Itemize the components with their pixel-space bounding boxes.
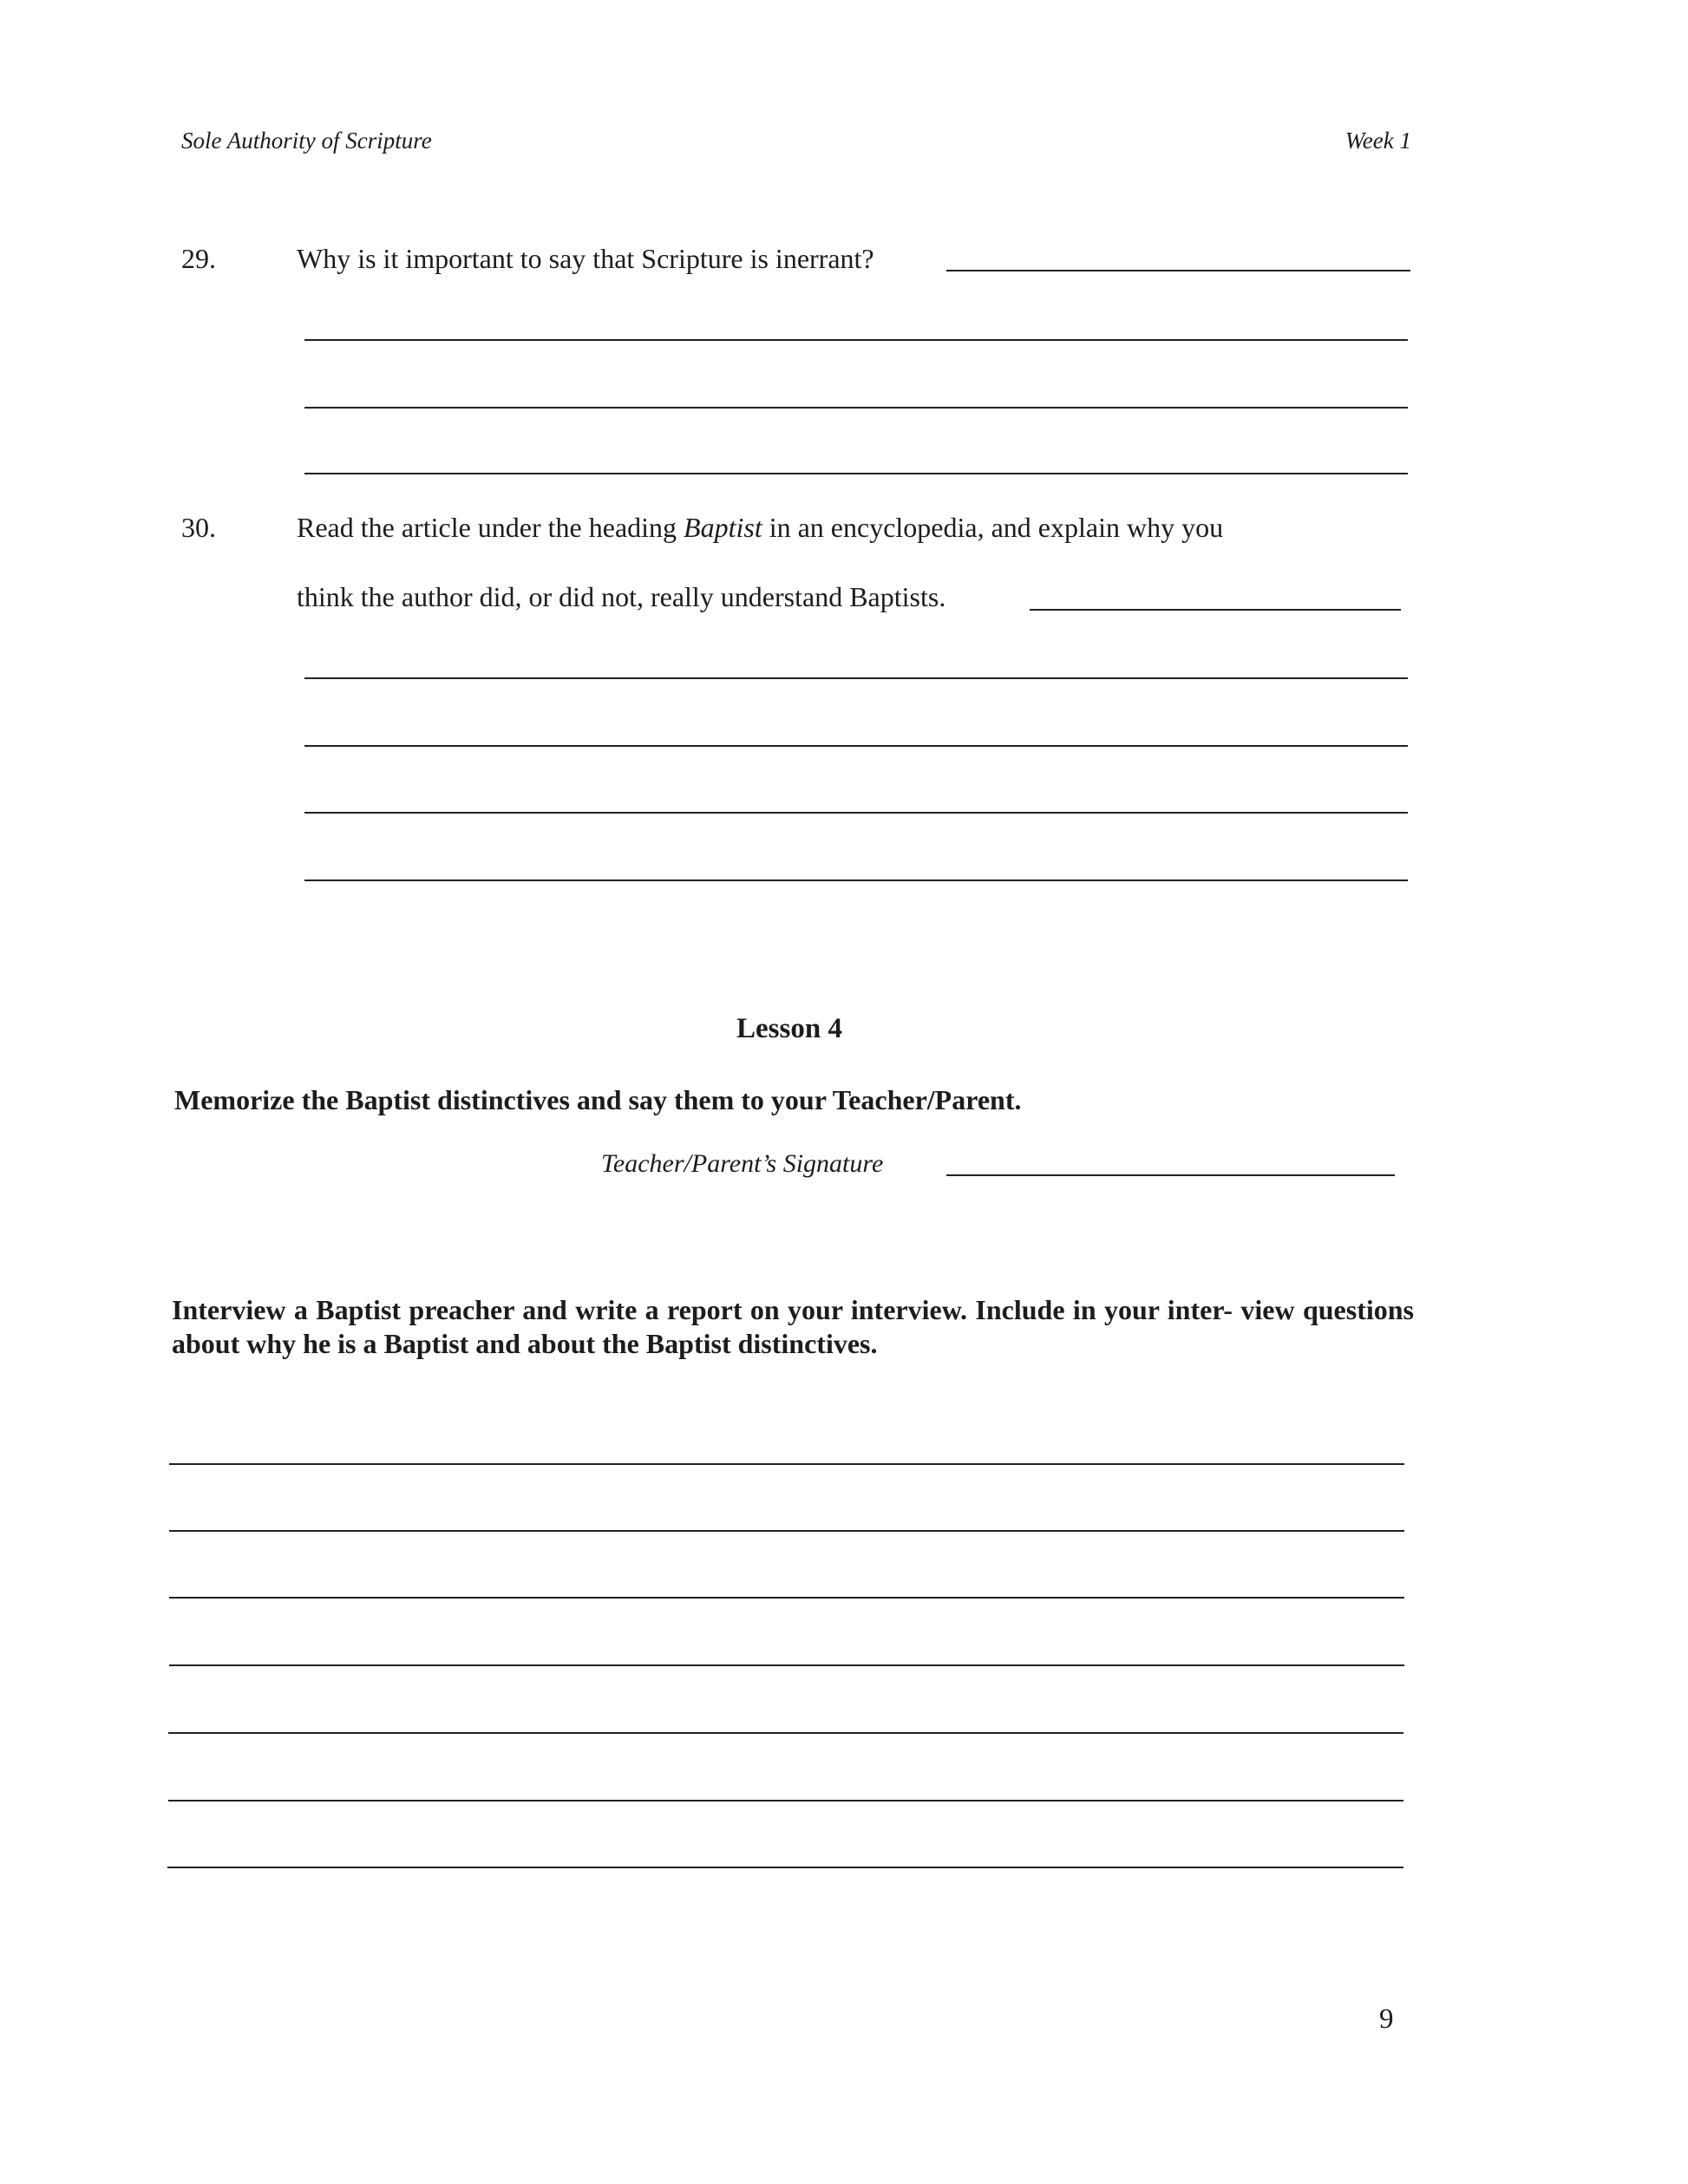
answer-line[interactable]: [304, 677, 1408, 679]
memorize-instruction: Memorize the Baptist distinctives and say them to your Teacher/Parent.: [174, 1084, 1022, 1115]
answer-line[interactable]: [169, 1463, 1404, 1465]
answer-line[interactable]: [946, 270, 1410, 271]
running-header-title: Sole Authority of Scripture: [181, 128, 432, 154]
question-number: 30.: [181, 512, 216, 543]
answer-line[interactable]: [168, 1800, 1403, 1801]
running-header-week: Week 1: [1345, 128, 1411, 154]
question-text: Why is it important to say that Scripture is inerrant?: [297, 243, 874, 274]
answer-line[interactable]: [169, 1664, 1404, 1666]
interview-instruction-line-1: Interview a Baptist preacher and write a report on your interview. Include in your inter-: [172, 1294, 1233, 1325]
answer-line[interactable]: [304, 407, 1408, 409]
question-text-italic-term: Baptist: [684, 512, 762, 543]
question-text-before: Read the article under the heading: [297, 512, 684, 543]
question-text-after: in an encyclopedia, and explain why you: [762, 512, 1224, 543]
answer-line[interactable]: [167, 1867, 1403, 1868]
lesson-title: Lesson 4: [736, 1013, 842, 1044]
signature-label: Teacher/Parent’s Signature: [601, 1149, 884, 1178]
answer-line[interactable]: [168, 1732, 1403, 1734]
question-text-line-1: [297, 510, 1223, 545]
answer-line[interactable]: [169, 1597, 1404, 1599]
answer-line[interactable]: [304, 339, 1408, 341]
interview-instruction: [172, 1293, 1414, 1361]
answer-line[interactable]: [304, 812, 1408, 814]
page-number: 9: [1379, 2004, 1394, 2035]
signature-line[interactable]: [946, 1174, 1395, 1176]
question-text-line-2: think the author did, or did not, really understand Baptists.: [297, 581, 946, 612]
answer-line[interactable]: [304, 745, 1408, 747]
interview-instruction-line-2: view questions about why he is a Baptist and about the Baptist distinctives.: [172, 1294, 1415, 1359]
answer-line[interactable]: [304, 473, 1408, 474]
question-number: 29.: [181, 243, 216, 274]
answer-line[interactable]: [169, 1530, 1404, 1532]
answer-line[interactable]: [1030, 609, 1401, 611]
answer-line[interactable]: [304, 879, 1408, 881]
